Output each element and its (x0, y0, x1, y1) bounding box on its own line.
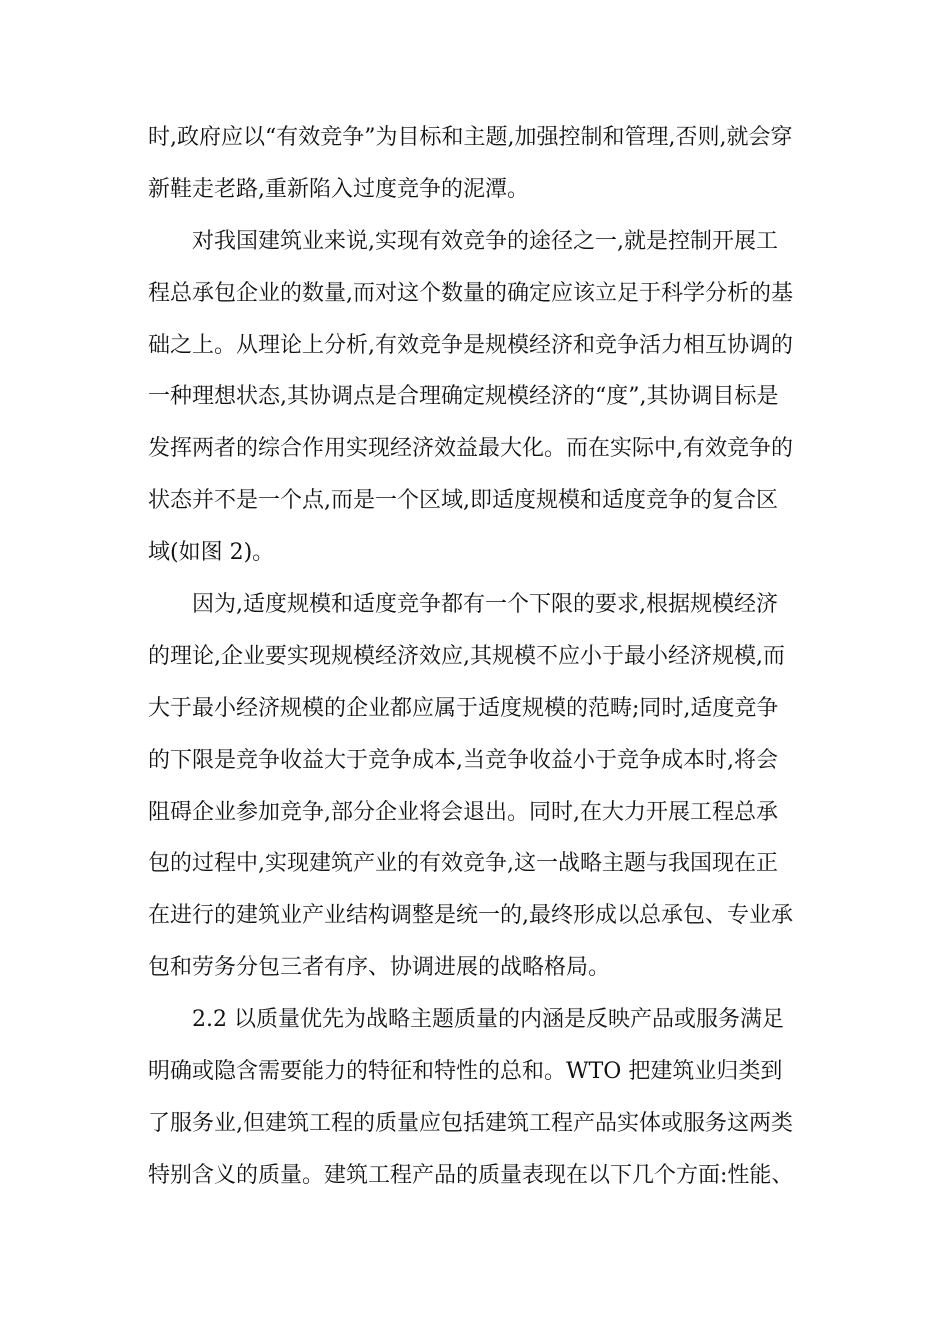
text-line: 2.2 以质量优先为战略主题质量的内涵是反映产品或服务满足 (192, 1007, 784, 1033)
text-line: 特别含义的质量。建筑工程产品的质量表现在以下几个方面:性能、 (148, 1162, 794, 1188)
text-line: 时,政府应以“有效竞争”为目标和主题,加强控制和管理,否则,就会穿 (148, 125, 793, 150)
text-line: 阻碍企业参加竞争,部分企业将会退出。同时,在大力开展工程总承 (148, 799, 778, 825)
text-line: 域(如图 2)。 (148, 540, 275, 566)
body-text (148, 112, 808, 1202)
text-line: 的下限是竞争收益大于竞争成本,当竞争收益小于竞争成本时,将会 (148, 747, 778, 773)
text-line: 的理论,企业要实现规模经济效应,其规模不应小于最小经济规模,而 (148, 643, 785, 669)
text-line: 新鞋走老路,重新陷入过度竞争的泥潭。 (148, 176, 529, 202)
text-line: 础之上。从理论上分析,有效竞争是规模经济和竞争活力相互协调的 (148, 332, 793, 358)
text-line: 因为,适度规模和适度竞争都有一个下限的要求,根据规模经济 (192, 592, 778, 618)
text-line: 包和劳务分包三者有序、协调进展的战略格局。 (148, 955, 611, 981)
text-line: 大于最小经济规模的企业都应属于适度规模的范畴;同时,适度竞争 (148, 695, 779, 721)
text-line: 了服务业,但建筑工程的质量应包括建筑工程产品实体或服务这两类 (148, 1110, 793, 1136)
text-line: 发挥两者的综合作用实现经济效益最大化。而在实际中,有效竞争的 (148, 436, 793, 462)
text-line: 在进行的建筑业产业结构调整是统一的,最终形成以总承包、专业承 (148, 903, 793, 929)
text-line: 程总承包企业的数量,而对这个数量的确定应该立足于科学分析的基 (148, 280, 793, 306)
text-line: 状态并不是一个点,而是一个区域,即适度规模和适度竞争的复合区 (148, 488, 778, 514)
text-line: 一种理想状态,其协调点是合理确定规模经济的“度”,其协调目标是 (148, 384, 779, 410)
text-line: 明确或隐含需要能力的特征和特性的总和。WTO 把建筑业归类到 (148, 1059, 783, 1085)
text-line: 包的过程中,实现建筑产业的有效竞争,这一战略主题与我国现在正 (148, 851, 778, 877)
text-line: 对我国建筑业来说,实现有效竞争的途径之一,就是控制开展工 (192, 228, 778, 254)
